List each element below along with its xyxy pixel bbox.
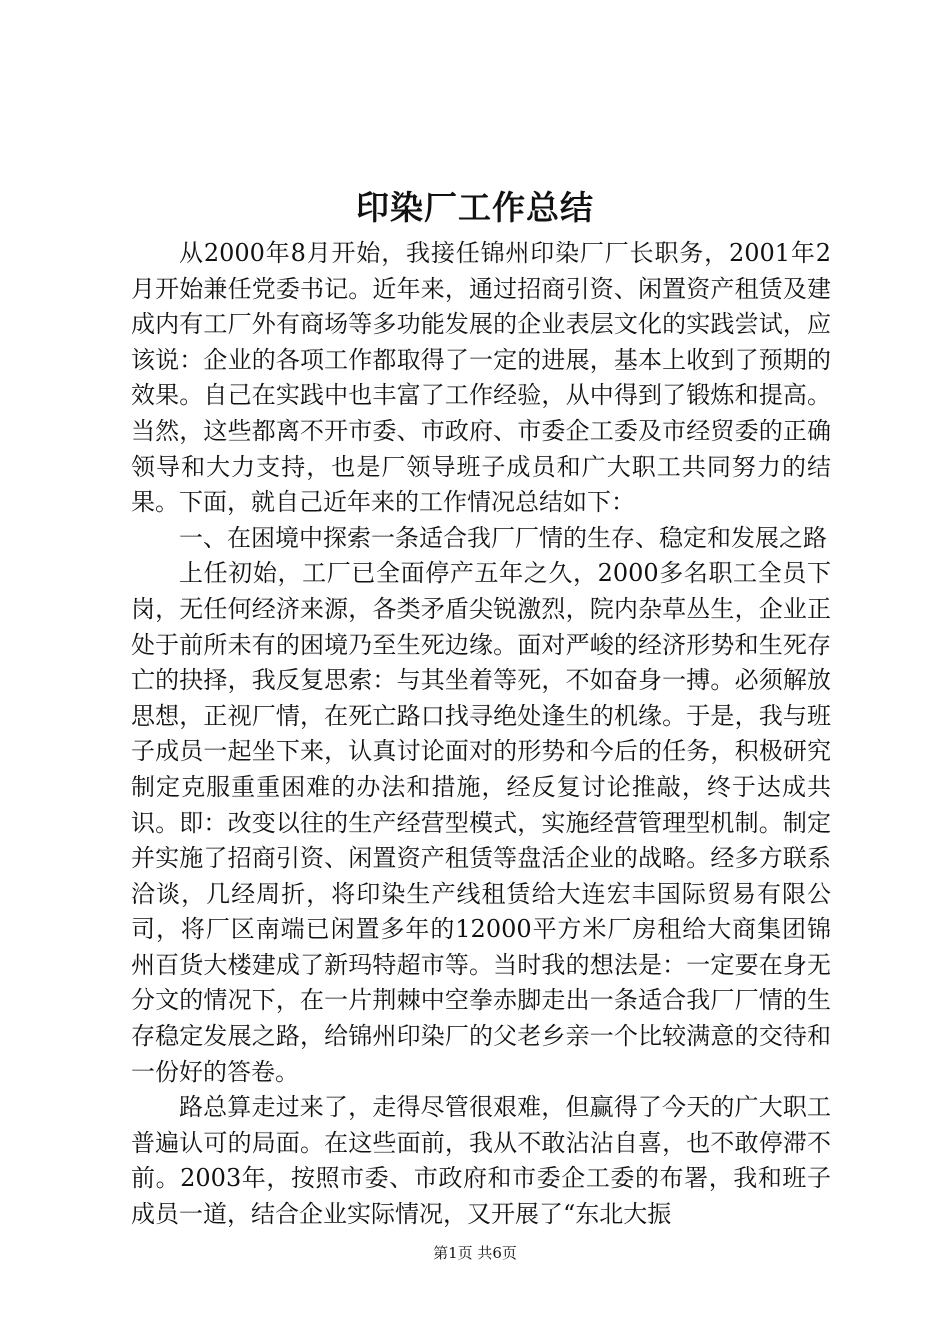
paragraph: 从2000年8月开始，我接任锦州印染厂厂长职务，2001年2月开始兼任党委书记。近年来，通过招商引资、闲置资产租赁及建成内有工厂外有商场等多功能发展的企业表层文化的实践尝试，应该说：企业的各项工作都取得了一定的进展，基本上收到了预期的效果。自己在实践中也丰富了工作经验，从中得到了锻炼和提高。当然，这些都离不开市委、市政府、市委企工委及市经贸委的正确领导和大力支持，也是厂领导班子成员和广大职工共同努力的结果。下面，就自己近年来的工作情况总结如下：	[131, 239, 831, 517]
page-footer: 第1页 共6页	[433, 1244, 517, 1262]
paragraph: 上任初始，工厂已全面停产五年之久，2000多名职工全员下岗，无任何经济来源，各类矛盾尖锐激烈，院内杂草丛生，企业正处于前所未有的困境乃至生死边缘。面对严峻的经济形势和生死存亡的抉择，我反复思索：与其坐着等死，不如奋身一搏。必须解放思想，正视厂情，在死亡路口找寻绝处逢生的机缘。于是，我与班子成员一起坐下来，认真讨论面对的形势和今后的任务，积极研究制定克服重重困难的办法和措施，经反复讨论推敲，终于达成共识。即：改变以往的生产经营型模式，实施经营管理型机制。制定并实施了招商引资、闲置资产租赁等盘活企业的战略。经多方联系洽谈，几经周折，将印染生产线租赁给大连宏丰国际贸易有限公司，将厂区南端已闲置多年的12000平方米厂房租给大商集团锦州百货大楼建成了新玛特超市等。当时我的想法是：一定要在身无分文的情况下，在一片荆棘中空拳赤脚走出一条适合我厂厂情的生存稳定发展之路，给锦州印染厂的父老乡亲一个比较满意的交待和一份好的答卷。	[131, 559, 831, 1086]
paragraph: 路总算走过来了，走得尽管很艰难，但赢得了今天的广大职工普遍认可的局面。在这些面前，我从不敢沾沾自喜，也不敢停滞不前。2003年，按照市委、市政府和市委企工委的布署，我和班子成员一道，结合企业实际情况，又开展了“东北大振	[131, 1093, 831, 1229]
document-title: 印染厂工作总结	[356, 188, 594, 227]
section-heading: 一、在困境中探索一条适合我厂厂情的生存、稳定和发展之路	[179, 523, 827, 552]
document-body	[131, 236, 831, 1233]
